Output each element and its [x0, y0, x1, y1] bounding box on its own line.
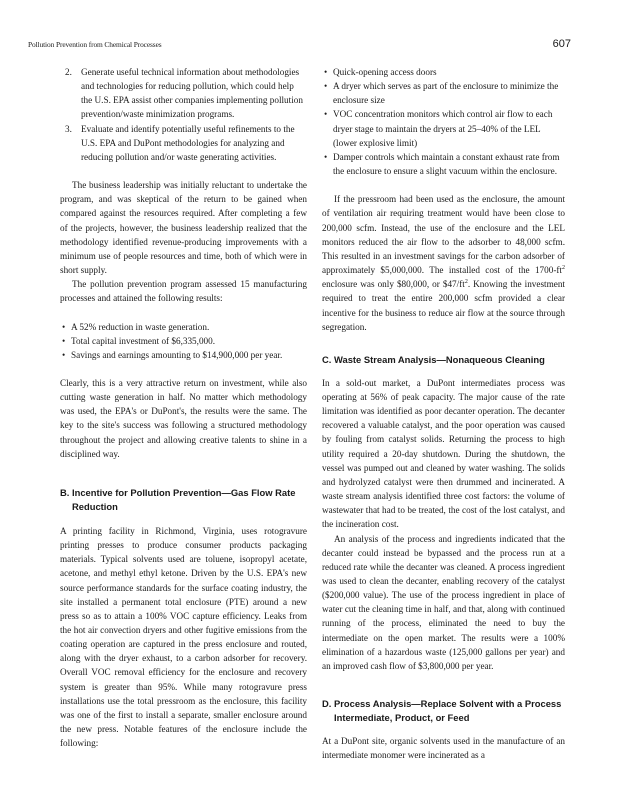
- paragraph: A printing facility in Richmond, Virginia, uses rotogravure printing presses to produce consumer products packaging materials. Typical solvents used are toluene, isopropyl acetate, acetone, and methyl ethyl ketone. Driven by the U.S. EPA's new source performance standards for the surface coating industry, the site installed a permanent total enclosure (PTE) around a new press so as to attain a 100% VOC capture efficiency. Leaks from the hot air convection dryers and other fugitive emissions from the coating operation are captured in the press enclosure and routed, along with the dryer exhaust, to a carbon adsorber for recovery. Overall VOC removal efficiency for the enclosure and recovery system is greater than 95%. While many rotogravure press installations use the total pressroom as the enclosure, this facility was one of the first to install a separate, smaller enclosure around the new press. Notable features of the enclosure include the following:: [60, 525, 307, 749]
- list-number: 2.: [65, 67, 72, 77]
- section-heading-b: [60, 486, 307, 514]
- paragraph: The pollution prevention program assessed 15 manufacturing processes and attained the following results:: [60, 279, 307, 304]
- list-item: [322, 65, 565, 79]
- bullet-icon: •: [62, 335, 66, 346]
- section-heading-d: [322, 697, 565, 725]
- paragraph: [322, 192, 565, 334]
- superscript: 2: [464, 279, 468, 286]
- bullet-icon: •: [62, 321, 66, 332]
- list-item: [60, 65, 307, 122]
- section-title: Incentive for Pollution Prevention—Gas Flow Rate Reduction: [72, 486, 296, 512]
- paragraph: The business leadership was initially reluctant to undertake the program, and was skeptical of the return to be gained when compared against the resources required. After completing a few of the projects, however, the business leadership realized that the methodology identified revenue-producing improvements with a minimum use of people resources and time, both of which were in short supply.: [60, 180, 307, 276]
- list-item-text: Total capital investment of $6,335,000.: [71, 335, 216, 346]
- right-column: [322, 65, 565, 762]
- paragraph: An analysis of the process and ingredients indicated that the decanter could instead be bypassed and the process run at a reduced rate while the decanter was cleaned. A process ingredient was used to clean the decanter, enabling recovery of the catalyst ($200,000 value). The use of the process ingredient in place of water cut the cleaning time in half, and that, along with continued running of the process, eliminated the need to buy the intermediate on the open market. The results were a 100% elimination of a hazardous waste (125,000 gallons per year) and an improved cash flow of $3,800,000 per year.: [322, 533, 565, 671]
- list-item: [322, 107, 565, 149]
- list-item-text: Evaluate and identify potentially useful refinements to the U.S. EPA and DuPont methodologies for analyzing and reducing pollution and/or waste generating activities.: [81, 123, 295, 162]
- list-item-text: A dryer which serves as part of the enclosure to minimize the enclosure size: [333, 81, 559, 106]
- objectives-list: [60, 65, 307, 164]
- section-title: Waste Stream Analysis—Nonaqueous Cleaning: [334, 353, 545, 365]
- paragraph: In a sold-out market, a DuPont intermediates process was operating at 56% of peak capacity. The major cause of the rate limitation was identified as poor decanter operation. The decanter recovered a valuable catalyst, and the poor operation was caused by fouling from catalyst solids. Returning the process to high utility required a 20-day shutdown. During the shutdown, the vessel was pumped out and cleaned by water washing. The solids and hydrolyzed catalyst were then drummed and incinerated. A waste stream analysis identified three cost factors: the volume of wastewater that had to be treated, the cost of the lost catalyst, and the incineration cost.: [322, 377, 565, 530]
- paragraph: Clearly, this is a very attractive return on investment, while also cutting waste generation in half. No matter which methodology was used, the EPA's or DuPont's, the results were the same. The key to the site's success was following a structured methodology throughout the project and allowing creative talents to shine in a disciplined way.: [60, 377, 307, 459]
- list-item-text: VOC concentration monitors which control air flow to each dryer stage to maintain the dryers at 25–40% of the LEL (lower explosive limit): [333, 109, 553, 148]
- list-item-text: Damper controls which maintain a constant exhaust rate from the enclosure to ensure a slight vacuum within the enclosure.: [333, 151, 560, 177]
- list-item-text: Savings and earnings amounting to $14,900,000 per year.: [71, 349, 283, 360]
- list-item-text: Quick-opening access doors: [333, 67, 437, 77]
- paragraph-text: . Knowing the investment required to treat the entire 200,000 scfm provided a clear incentive for the business to reduce air flow at the source through segregation.: [322, 279, 565, 332]
- list-item: [322, 150, 565, 178]
- bullet-icon: •: [62, 349, 66, 360]
- bullet-icon: •: [324, 151, 328, 162]
- running-header: Pollution Prevention from Chemical Processes: [28, 40, 162, 49]
- left-column: [60, 65, 307, 750]
- features-list: [322, 65, 565, 178]
- list-item: [322, 79, 565, 107]
- results-list: [60, 320, 307, 362]
- section-letter: D.: [322, 698, 332, 710]
- section-heading-c: [322, 353, 565, 367]
- superscript: 2: [562, 265, 565, 272]
- list-number: 3.: [65, 123, 72, 134]
- paragraph-text: enclosure was only $80,000, or $47/ft: [322, 279, 465, 290]
- paragraph-text: If the pressroom had been used as the enclosure, the amount of ventilation air requiring treatment would have been close to 200,000 scfm. Instead, the use of the enclosure and the LEL monitors reduced the air flow to the adsorber to 48,000 scfm. This resulted in an investment savings for the carbon adsorber of approximately $5,000,000. The installed cost of the 1700-ft: [322, 194, 565, 276]
- paragraph: At a DuPont site, organic solvents used in the manufacture of an intermediate monomer were incinerated as a: [322, 736, 565, 761]
- section-letter: B.: [60, 486, 70, 498]
- list-item: [60, 348, 307, 362]
- page-number: 607: [552, 38, 571, 50]
- bullet-icon: •: [324, 67, 328, 77]
- list-item-text: Generate useful technical information about methodologies and technologies for reducing pollution, which could help the U.S. EPA assist other companies implementing pollution prevention/waste minimization programs.: [81, 67, 303, 120]
- section-title: Process Analysis—Replace Solvent with a Process Intermediate, Product, or Feed: [334, 698, 562, 724]
- list-item: [60, 334, 307, 348]
- list-item-text: A 52% reduction in waste generation.: [71, 321, 210, 332]
- bullet-icon: •: [324, 109, 328, 120]
- list-item: [60, 122, 307, 164]
- list-item: [60, 320, 307, 334]
- section-letter: C.: [322, 353, 332, 365]
- bullet-icon: •: [324, 81, 328, 92]
